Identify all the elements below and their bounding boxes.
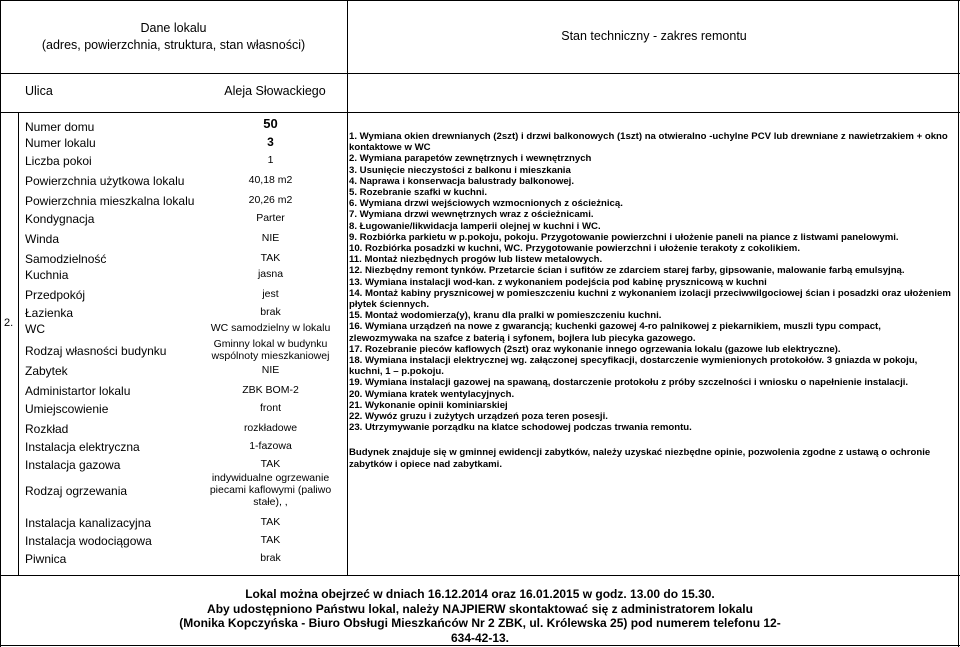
property-value: NIE: [261, 232, 280, 244]
work-item: 14. Montaż kabiny prysznicowej w pomieszczeniu kuchni z wykonaniem izolacji przeciwwilgociowej ścian i posadzki oraz ułożeniem płytek ściennych.: [349, 287, 951, 311]
work-item: 2. Wymiana parapetów zewnętrznych i wewnętrznych: [349, 153, 592, 165]
property-value: TAK: [260, 534, 281, 546]
street-label: Ulica: [25, 84, 53, 98]
property-label: Instalacja elektryczna: [25, 440, 140, 454]
work-item: 23. Utrzymywanie porządku na klatce schodowej podczas trwania remontu.: [349, 422, 692, 434]
work-item: 22. Wywóz gruzu i zużytych urządzeń poza teren posesji.: [349, 411, 608, 423]
property-value: front: [259, 402, 281, 414]
property-value: Gminny lokal w budynku wspólnoty mieszkaniowej: [211, 338, 330, 362]
property-value: NIE: [261, 364, 280, 376]
property-value: 40,18 m2: [248, 174, 293, 186]
property-value: 1: [267, 154, 274, 166]
property-value: rozkładowe: [243, 422, 298, 434]
property-value: indywidualne ogrzewanie piecami kaflowymi (paliwo stałe), ,: [209, 472, 332, 508]
work-item: 11. Montaż niezbędnych progów lub listew metalowych.: [349, 254, 603, 266]
header-right: Stan techniczny - zakres remontu: [561, 29, 747, 43]
property-value: Parter: [256, 212, 285, 224]
property-label: Łazienka: [25, 306, 74, 320]
work-item: 20. Wymiana kratek wentylacyjnych.: [349, 388, 515, 400]
property-label: Instalacja kanalizacyjna: [25, 516, 152, 530]
property-value: 3: [267, 135, 274, 149]
work-item: 1. Wymiana okien drewnianych (2szt) i drzwi balkonowych (1szt) na otwieralno -uchylne PCV lub drewniane z nawietrzakiem + okno kontaktowe w WC: [349, 131, 948, 154]
footer-line-3: (Monika Kopczyńska - Biuro Obsługi Mieszkańców Nr 2 ZBK, ul. Królewska 25) pod numerem telefonu 12-634-42-13.: [179, 616, 781, 645]
property-label: Rodzaj ogrzewania: [25, 484, 128, 498]
property-value: brak: [260, 306, 281, 318]
header-left-subtitle: (adres, powierzchnia, struktura, stan własności): [41, 38, 306, 52]
work-item: 13. Wymiana instalacji wod-kan. z wykonaniem podejścia pod kabinę prysznicową w kuchni: [349, 276, 767, 288]
property-label: Rozkład: [25, 422, 69, 436]
property-label: Powierzchnia mieszkalna lokalu: [25, 194, 195, 208]
property-label: Samodzielność: [25, 252, 107, 266]
property-value: 50: [263, 116, 278, 131]
work-item: 10. Rozbiórka posadzki w kuchni, WC. Przygotowanie powierzchni i ułożenie terakoty z cokolikiem.: [349, 243, 800, 255]
footer: [170, 587, 790, 645]
property-label: Kuchnia: [25, 268, 69, 282]
property-label: Rodzaj własności budynku: [25, 344, 167, 358]
work-item: 9. Rozbiórka parkietu w p.pokoju, pokoju. Przygotowanie powierzchni i ułożenie paneli na piance z listwami panelowymi.: [349, 231, 899, 243]
property-label: Winda: [25, 232, 60, 246]
footer-line-2: Aby udostępniono Państwu lokal, należy NAJPIERW skontaktować się z administratorem lokalu: [207, 601, 753, 616]
property-label: Umiejscowienie: [25, 402, 109, 416]
property-value: 20,26 m2: [248, 194, 293, 206]
heritage-note: Budynek znajduje się w gminnej ewidencji zabytków, należy uzyskać niezbędne opinie, pozwolenia zgodne z ustawą o ochronie zabytków i opiece nad zabytkami.: [349, 447, 931, 470]
property-value: ZBK BOM-2: [242, 384, 299, 396]
property-label: Piwnica: [25, 552, 67, 566]
work-item: 21. Wykonanie opinii kominiarskiej: [349, 399, 508, 411]
work-item: 12. Niezbędny remont tynków. Przetarcie ścian i sufitów ze zdarciem starej farby, gipsowanie, malowanie farbą emulsyjną.: [349, 265, 905, 277]
work-item: 4. Naprawa i konserwacja balustrady balkonowej.: [349, 175, 575, 187]
work-item: 5. Rozebranie szafki w kuchni.: [349, 187, 488, 199]
property-label: Kondygnacja: [25, 212, 95, 226]
property-label: Instalacja gazowa: [25, 458, 121, 472]
property-label: Liczba pokoi: [25, 154, 92, 168]
header-left: [0, 20, 347, 54]
work-item: 17. Rozebranie pieców kaflowych (2szt) oraz wykonanie innego ogrzewania lokalu (gazowe lub elektryczne).: [349, 343, 841, 355]
property-value: TAK: [260, 252, 281, 264]
property-label: Powierzchnia użytkowa lokalu: [25, 174, 185, 188]
property-label: Administartor lokalu: [25, 384, 131, 398]
property-value: jasna: [257, 268, 284, 280]
property-value: brak: [260, 552, 281, 564]
work-item: 18. Wymiana instalacji elektrycznej wg. załączonej specyfikacji, dostarczenie wymienionych protokołów. 3 gniazda w pokoju, kuchni, 1 – p.pokoju.: [349, 355, 918, 378]
street-value: Aleja Słowackiego: [224, 84, 326, 98]
footer-line-1: Lokal można obejrzeć w dniach 16.12.2014 oraz 16.01.2015 w godz. 13.00 do 15.30.: [245, 587, 715, 601]
work-item: 6. Wymiana drzwi wejściowych wzmocnionych z ościeżnicą.: [349, 198, 623, 210]
work-item: 8. Ługowanie/likwidacja lamperii olejnej w kuchni i WC.: [349, 220, 601, 232]
property-label: Instalacja wodociągowa: [25, 534, 152, 548]
property-label: Numer lokalu: [25, 136, 96, 150]
property-value: TAK: [260, 458, 281, 470]
property-label: Zabytek: [25, 364, 68, 378]
row-number: 2.: [4, 317, 14, 329]
work-item: 16. Wymiana urządzeń na nowe z gwarancją; kuchenki gazowej 4-ro palnikowej z piekarnikiem, muszli typu compact, zlewozmywaka na szafce z baterią i syfonem, bojlera lub piecyka gazowego.: [349, 321, 881, 344]
header-left-title: Dane lokalu: [140, 21, 207, 35]
property-label: WC: [25, 322, 45, 336]
property-value: jest: [262, 288, 279, 300]
work-item: 7. Wymiana drzwi wewnętrznych wraz z ościeżnicami.: [349, 209, 594, 221]
work-item: 19. Wymiana instalacji gazowej na spawaną, dostarczenie protokołu z próby szczelności i wniosku o napełnienie instalacji.: [349, 377, 909, 389]
property-label: Przedpokój: [25, 288, 86, 302]
property-value: WC samodzielny w lokalu: [210, 322, 331, 334]
property-value: TAK: [260, 516, 281, 528]
works-list: [349, 131, 951, 470]
property-label: Numer domu: [25, 120, 95, 134]
property-value: 1-fazowa: [249, 440, 292, 452]
work-item: 15. Montaż wodomierza(y), kranu dla pralki w pomieszczeniu kuchni.: [349, 310, 662, 322]
work-item: 3. Usunięcie nieczystości z balkonu i mieszkania: [349, 164, 571, 176]
